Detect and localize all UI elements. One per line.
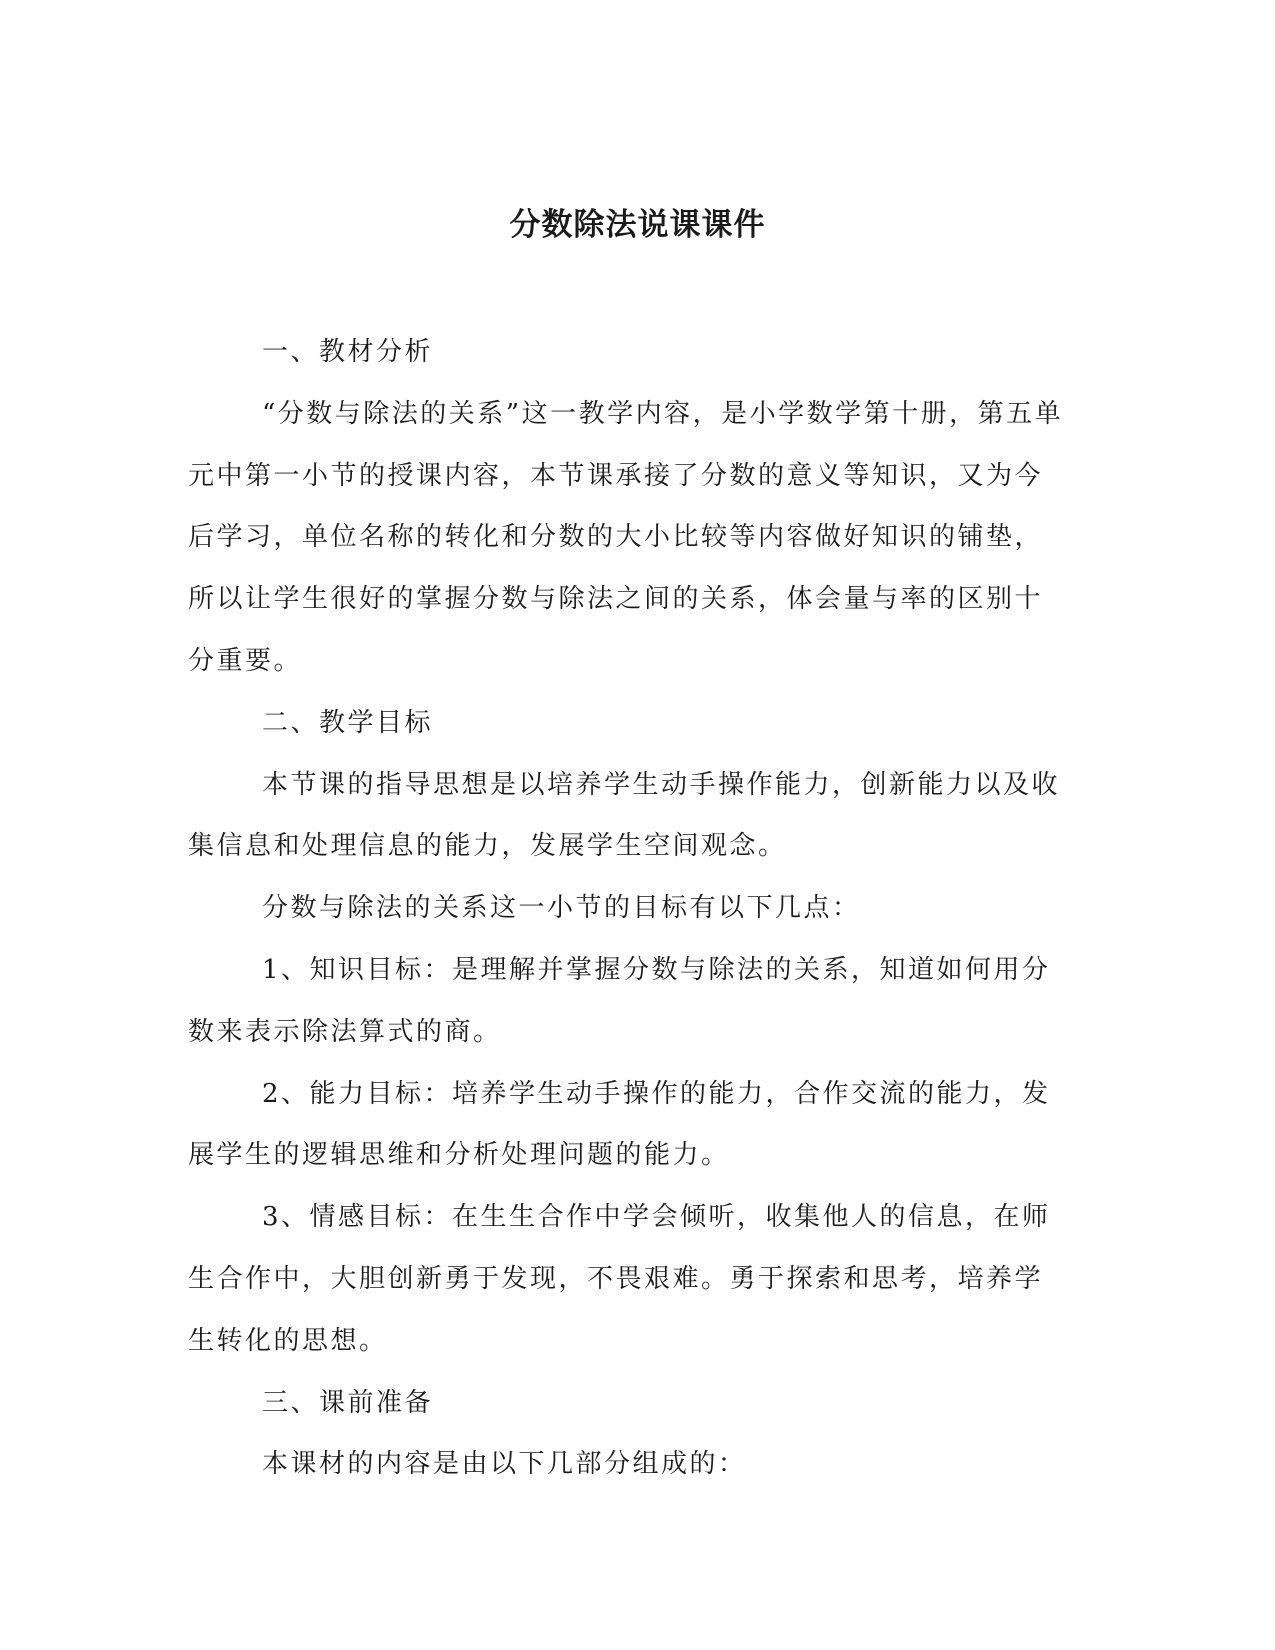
- list-item-line: 2、能力目标：培养学生动手操作的能力，合作交流的能力，发: [262, 1078, 1051, 1109]
- list-item-line: 生转化的思想。: [188, 1325, 388, 1356]
- paragraph-line: “分数与除法的关系”这一教学内容，是小学数学第十册，第五单: [262, 398, 1064, 429]
- paragraph-line: 后学习，单位名称的转化和分数的大小比较等内容做好知识的铺垫，: [188, 522, 1044, 553]
- document-body: [188, 330, 1073, 1504]
- paragraph-line: 元中第一小节的授课内容，本节课承接了分数的意义等知识，又为今: [188, 460, 1044, 491]
- paragraph-line: 本节课的指导思想是以培养学生动手操作能力，创新能力以及收: [262, 769, 1061, 800]
- section-heading: 三、课前准备: [262, 1387, 434, 1418]
- list-item-line: 1、知识目标：是理解并掌握分数与除法的关系，知道如何用分: [262, 954, 1051, 985]
- section-heading: 二、教学目标: [262, 707, 434, 738]
- paragraph-line: 所以让学生很好的掌握分数与除法之间的关系，体会量与率的区别十: [188, 584, 1044, 615]
- paragraph-line: 分重要。: [188, 645, 303, 676]
- list-item-line: 展学生的逻辑思维和分析处理问题的能力。: [188, 1140, 730, 1171]
- document-title: 分数除法说课课件: [509, 207, 766, 243]
- list-item-line: 3、情感目标：在生生合作中学会倾听，收集他人的信息，在师: [262, 1202, 1051, 1233]
- section-heading: 一、教材分析: [262, 337, 434, 367]
- paragraph-line: 分数与除法的关系这一小节的目标有以下几点：: [262, 893, 861, 924]
- list-item-line: 生合作中，大胆创新勇于发现，不畏艰难。勇于探索和思考，培养学: [188, 1263, 1044, 1294]
- paragraph-line: 本课材的内容是由以下几部分组成的：: [262, 1449, 747, 1480]
- paragraph-line: 集信息和处理信息的能力，发展学生空间观念。: [188, 831, 787, 862]
- list-item-line: 数来表示除法算式的商。: [188, 1016, 502, 1047]
